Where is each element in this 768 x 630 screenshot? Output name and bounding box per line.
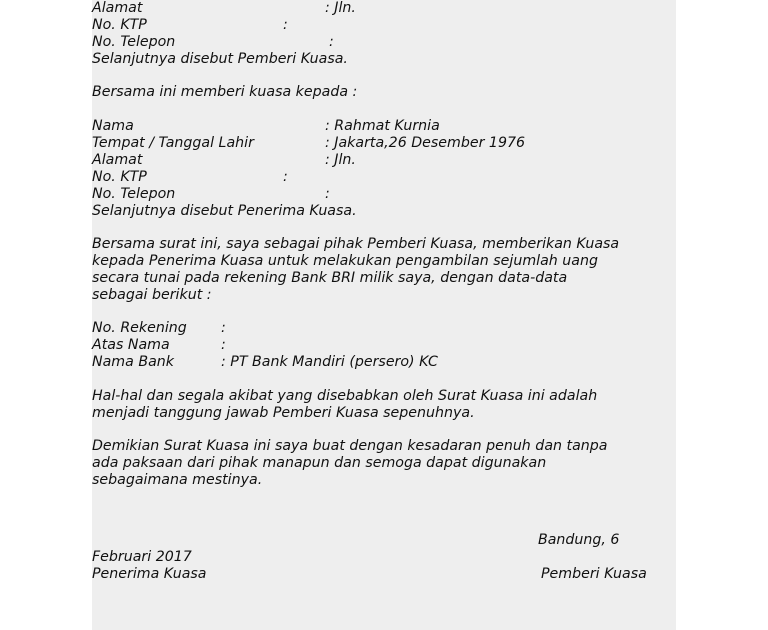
closing-line: sebagaimana mestinya. xyxy=(92,472,263,488)
document-page xyxy=(92,0,676,630)
bank-rekening-value: : xyxy=(221,320,226,336)
receiver-ktp-value: : xyxy=(283,169,288,185)
giver-telepon-value: : xyxy=(329,34,334,50)
intro-line: Bersama ini memberi kuasa kepada : xyxy=(92,84,358,100)
bank-nama-bank-label: Nama Bank xyxy=(92,354,174,370)
receiver-alamat-value: : Jln. xyxy=(325,152,356,168)
body-line: secara tunai pada rekening Bank BRI milik saya, dengan data-data xyxy=(92,270,568,286)
bank-rekening-label: No. Rekening xyxy=(92,320,187,336)
giver-ktp-value: : xyxy=(283,17,288,33)
giver-alamat-value: : Jln. xyxy=(325,0,356,16)
giver-ktp-label: No. KTP xyxy=(92,17,147,33)
body-line: sebagai berikut : xyxy=(92,287,212,303)
receiver-telepon-value: : xyxy=(325,186,330,202)
receiver-ttl-label: Tempat / Tanggal Lahir xyxy=(92,135,254,151)
bank-nama-bank-value: : PT Bank Mandiri (persero) KC xyxy=(221,354,438,370)
place-date: Bandung, 6 xyxy=(538,532,620,548)
responsibility-line: menjadi tanggung jawab Pemberi Kuasa sepenuhnya. xyxy=(92,405,475,421)
receiver-ttl-value: : Jakarta,26 Desember 1976 xyxy=(325,135,526,151)
receiver-nama-value: : Rahmat Kurnia xyxy=(325,118,440,134)
giver-closing: Selanjutnya disebut Pemberi Kuasa. xyxy=(92,51,348,67)
receiver-closing: Selanjutnya disebut Penerima Kuasa. xyxy=(92,203,357,219)
giver-alamat-label: Alamat xyxy=(92,0,143,16)
giver-signature-label: Pemberi Kuasa xyxy=(541,566,647,582)
receiver-signature-label: Penerima Kuasa xyxy=(92,566,207,582)
closing-line: ada paksaan dari pihak manapun dan semoga dapat digunakan xyxy=(92,455,547,471)
receiver-telepon-label: No. Telepon xyxy=(92,186,176,202)
receiver-alamat-label: Alamat xyxy=(92,152,143,168)
closing-line: Demikian Surat Kuasa ini saya buat dengan kesadaran penuh dan tanpa xyxy=(92,438,608,454)
receiver-ktp-label: No. KTP xyxy=(92,169,147,185)
body-line: kepada Penerima Kuasa untuk melakukan pengambilan sejumlah uang xyxy=(92,253,598,269)
giver-telepon-label: No. Telepon xyxy=(92,34,176,50)
bank-atas-nama-label: Atas Nama xyxy=(92,337,170,353)
responsibility-line: Hal-hal dan segala akibat yang disebabkan oleh Surat Kuasa ini adalah xyxy=(92,388,598,404)
place-date-continued: Februari 2017 xyxy=(92,549,192,565)
bank-atas-nama-value: : xyxy=(221,337,226,353)
receiver-nama-label: Nama xyxy=(92,118,134,134)
body-line: Bersama surat ini, saya sebagai pihak Pemberi Kuasa, memberikan Kuasa xyxy=(92,236,620,252)
